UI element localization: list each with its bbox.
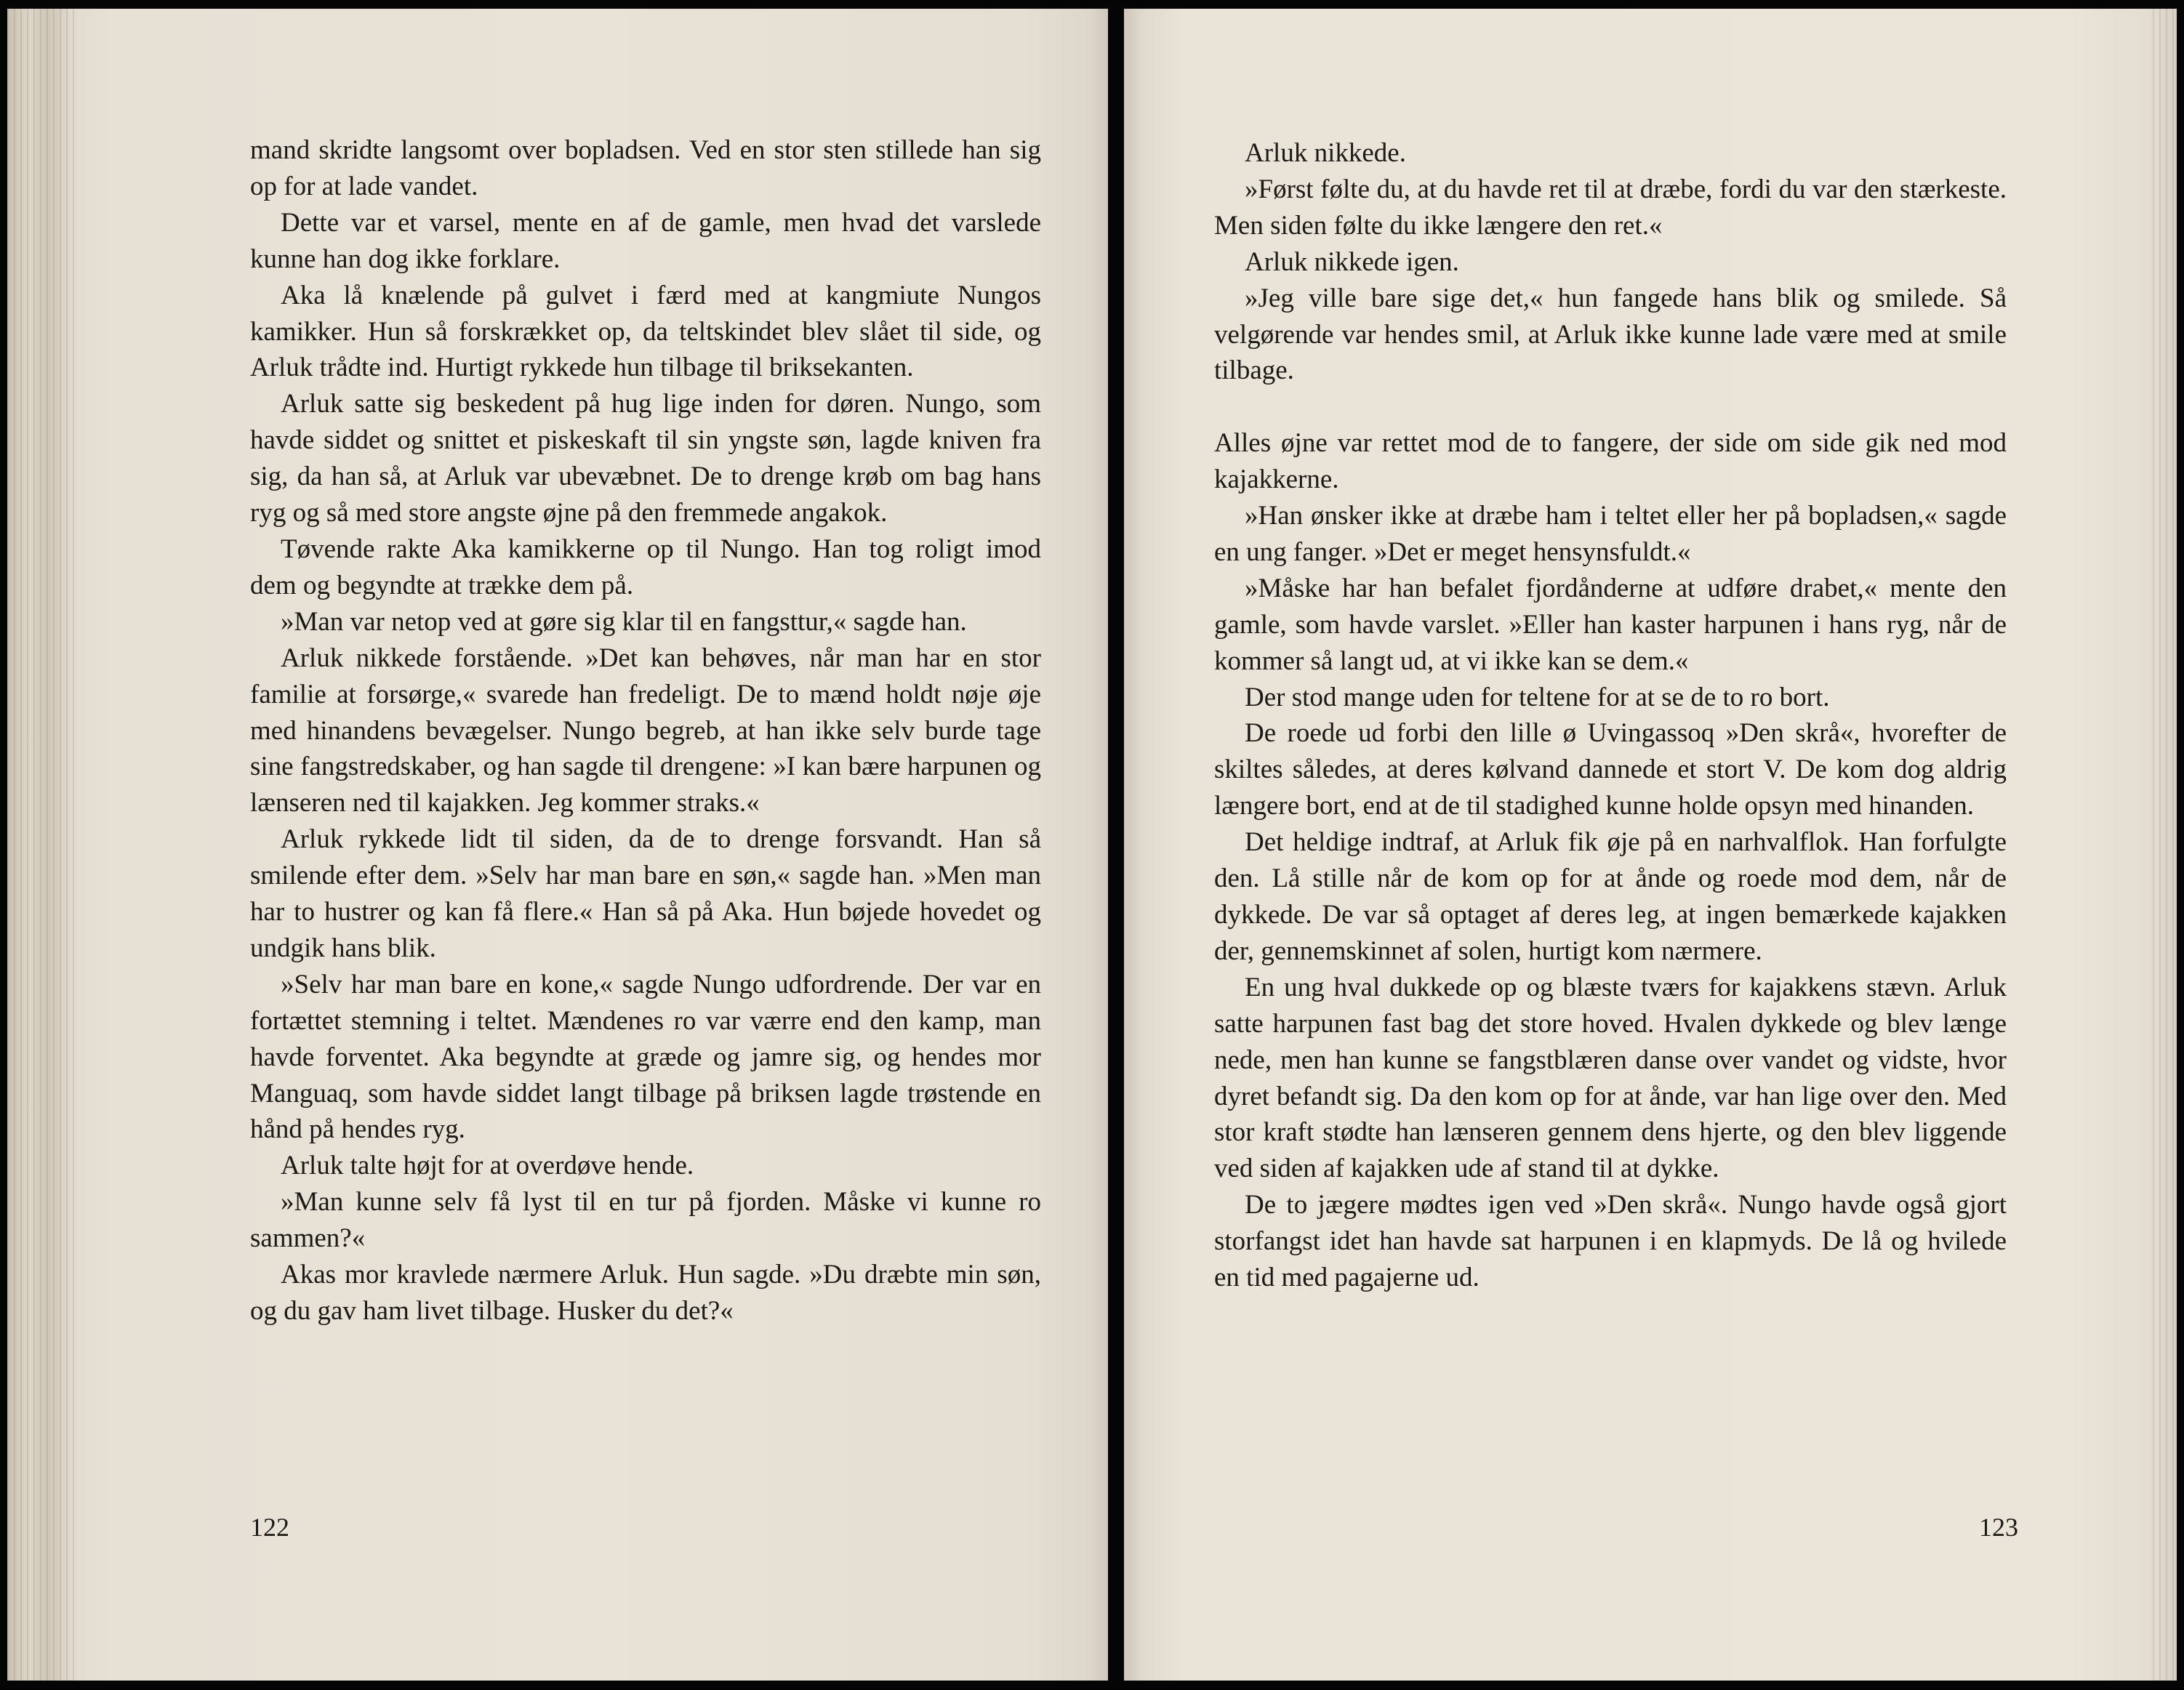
paragraph: De roede ud forbi den lille ø Uvingassoq »Den skrå«, hvorefter de skiltes således, at deres kølvand dannede et stort V. De kom dog aldrig længere bort, end at de til stadighed kunne holde opsyn med hinanden.	[1214, 718, 2007, 821]
paragraph: Arluk nikkede.	[1245, 138, 1406, 168]
page-number-left: 122	[250, 1513, 289, 1542]
page-number-right: 123	[1979, 1513, 2018, 1542]
paragraph: Dette var et varsel, mente en af de gamle, men hvad det varslede kunne han dog ikke forklare.	[250, 207, 1041, 274]
paragraph: »Måske har han befalet fjordånderne at udføre drabet,« mente den gamle, som havde varslet. »Eller han kaster harpunen i hans ryg, når de kommer så langt ud, at vi ikke kan se dem.«	[1214, 573, 2007, 676]
paragraph: Arluk nikkede igen.	[1245, 246, 1459, 277]
page-stack-edge	[2148, 9, 2177, 1681]
paragraph: Tøvende rakte Aka kamikkerne op til Nungo. Han tog roligt imod dem og begyndte at trække dem på.	[250, 534, 1041, 600]
paragraph: Aka lå knælende på gulvet i færd med at kangmiute Nungos kamikker. Hun så forskrækket op, da teltskindet blev slået til side, og Arluk trådte ind. Hurtigt rykkede hun tilbage til briksekanten.	[250, 280, 1041, 383]
paragraph: Arluk rykkede lidt til siden, da de to drenge forsvandt. Han så smilende efter dem. »Selv har man bare en søn,« sagde han. »Men man har to hustrer og kan få flere.« Han så på Aka. Hun bøjede hovedet og undgik hans blik.	[250, 824, 1041, 963]
right-page	[1124, 9, 2177, 1681]
paragraph: mand skridte langsomt over bopladsen. Ved en stor sten stillede han sig op for at lade vandet.	[250, 135, 1041, 201]
paragraph: »Man var netop ved at gøre sig klar til en fangsttur,« sagde han.	[281, 606, 967, 637]
left-page	[7, 9, 1108, 1681]
right-page-text	[1214, 135, 2007, 1296]
paragraph: Arluk talte højt for at overdøve hende.	[281, 1151, 694, 1181]
paragraph: Alles øjne var rettet mod de to fangere, der side om side gik ned mod kajakkerne.	[1214, 428, 2007, 495]
paragraph: Arluk satte sig beskedent på hug lige inden for døren. Nungo, som havde siddet og snittet et piskeskaft til sin yngste søn, lagde kniven fra sig, da han så, at Arluk var ubevæbnet. De to drenge krøb om bag hans ryg og så med store angste øjne på den fremmede angakok.	[250, 389, 1041, 528]
paragraph: »Han ønsker ikke at dræbe ham i teltet eller her på bopladsen,« sagde en ung fanger. »Det er meget hensynsfuldt.«	[1214, 501, 2007, 567]
paragraph: »Først følte du, at du havde ret til at dræbe, fordi du var den stærkeste. Men siden følte du ikke længere den ret.«	[1214, 174, 2007, 241]
paragraph: En ung hval dukkede op og blæste tværs for kajakkens stævn. Arluk satte harpunen fast bag det store hoved. Hvalen dykkede og blev længe nede, men han kunne se fangstblæren danse over vandet og vidste, hvor dyret befandt sig. Da den kom op for at ånde, var han lige over den. Med stor kraft stødte han lænseren gennem dens hjerte, og den blev liggende ved siden af kajakken ude af stand til at dykke.	[1214, 972, 2007, 1184]
paragraph: Akas mor kravlede nærmere Arluk. Hun sagde. »Du dræbte min søn, og du gav ham livet tilbage. Husker du det?«	[250, 1260, 1041, 1326]
paragraph: »Man kunne selv få lyst til en tur på fjorden. Måske vi kunne ro sammen?«	[250, 1187, 1041, 1254]
paragraph: Det heldige indtraf, at Arluk fik øje på en narhvalflok. Han forfulgte den. Lå stille når de kom op for at ånde og roede mod dem, når de dykkede. De var så optaget af deres leg, at ingen bemærkede kajakken der, gennemskinnet af solen, hurtigt kom nærmere.	[1214, 827, 2007, 966]
page-stack-edge	[7, 9, 76, 1681]
paragraph: De to jægere mødtes igen ved »Den skrå«. Nungo havde også gjort storfangst idet han havde sat harpunen i en klapmyds. De lå og hvilede en tid med pagajerne ud.	[1214, 1190, 2007, 1293]
paragraph: »Selv har man bare en kone,« sagde Nungo udfordrende. Der var en fortættet stemning i teltet. Mændenes ro var værre end den kamp, man havde forventet. Aka begyndte at græde og jamre sig, og hendes mor Manguaq, som havde siddet langt tilbage på briksen lagde trøstende en hånd på hendes ryg.	[250, 969, 1041, 1145]
paragraph: »Jeg ville bare sige det,« hun fangede hans blik og smilede. Så velgørende var hendes smil, at Arluk ikke kunne lade være med at smile tilbage.	[1214, 283, 2007, 386]
paragraph: Arluk nikkede forstående. »Det kan behøves, når man har en stor familie at forsørge,« svarede han fredeligt. De to mænd holdt nøje øje med hinandens bevægelser. Nungo begreb, at han ikke selv burde tage sine fangstredskaber, og han sagde til drengene: »I kan bære harpunen og lænseren ned til kajakken. Jeg kommer straks.«	[250, 643, 1041, 818]
left-page-text	[250, 132, 1041, 1329]
paragraph: Der stod mange uden for teltene for at se de to ro bort.	[1245, 682, 1830, 712]
